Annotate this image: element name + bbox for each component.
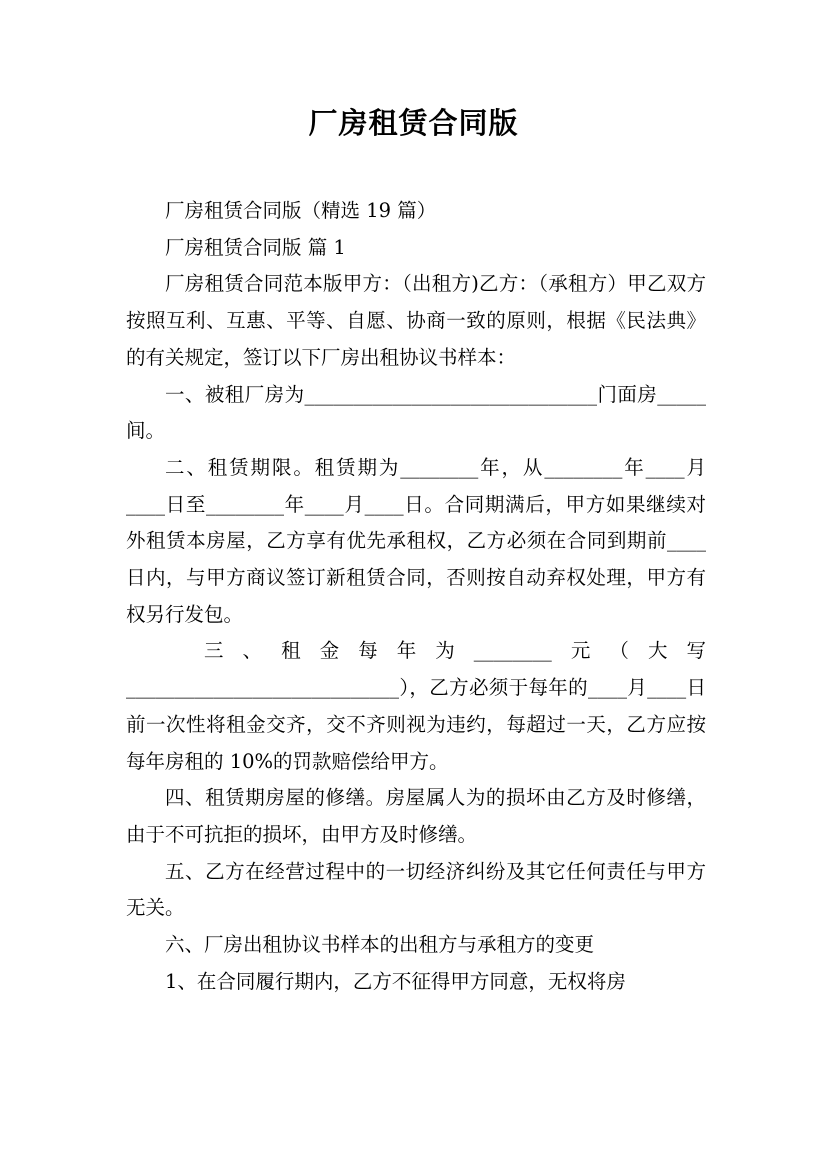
paragraph-clause-2: 二、租赁期限。租赁期为________年，从________年____月____日至________年____月____日。合同期满后，甲方如果继续对外租赁本房屋，乙方享有优先承租权，乙方必须在合同到期前____日内，与甲方商议签订新租赁合同，否则按自动弃权处理，甲方有权另行发包。 [126,455,706,626]
paragraph-clause-6: 六、厂房出租协议书样本的出租方与承租方的变更 [165,933,595,957]
paragraph-clause-3-rest: ____________________________），乙方必须于每年的____月____日前一次性将租金交齐，交不齐则视为违约，每超过一天，乙方应按每年房租的 10%的罚款赔偿给甲方。 [126,676,706,773]
paragraph-clause-4: 四、租赁期房屋的修缮。房屋属人为的损坏由乙方及时修缮，由于不可抗拒的损坏，由甲方及时修缮。 [126,786,706,846]
document-body [126,193,706,1000]
paragraph-subtitle: 厂房租赁合同版（精选 19 篇） [165,199,437,222]
paragraph-clause-1: 一、被租厂房为______________________________门面房_____间。 [126,382,706,443]
document-title: 厂房租赁合同版 [308,106,519,140]
paragraph-clause-6-1: 1、在合同履行期内，乙方不征得甲方同意，无权将房 [165,969,626,993]
paragraph-section-heading: 厂房租赁合同版 篇 1 [165,235,346,259]
paragraph-parties: 厂房租赁合同范本版甲方：（出租方)乙方：（承租方）甲乙双方按照互利、互惠、平等、自愿、协商一致的原则，根据《民法典》的有关规定，签订以下厂房出租协议书样本： [126,272,706,369]
paragraph-clause-5: 五、乙方在经营过程中的一切经济纠纷及其它任何责任与甲方无关。 [126,859,706,920]
paragraph-clause-3-line-1: 三、租金每年为________元（大写 [204,639,706,663]
